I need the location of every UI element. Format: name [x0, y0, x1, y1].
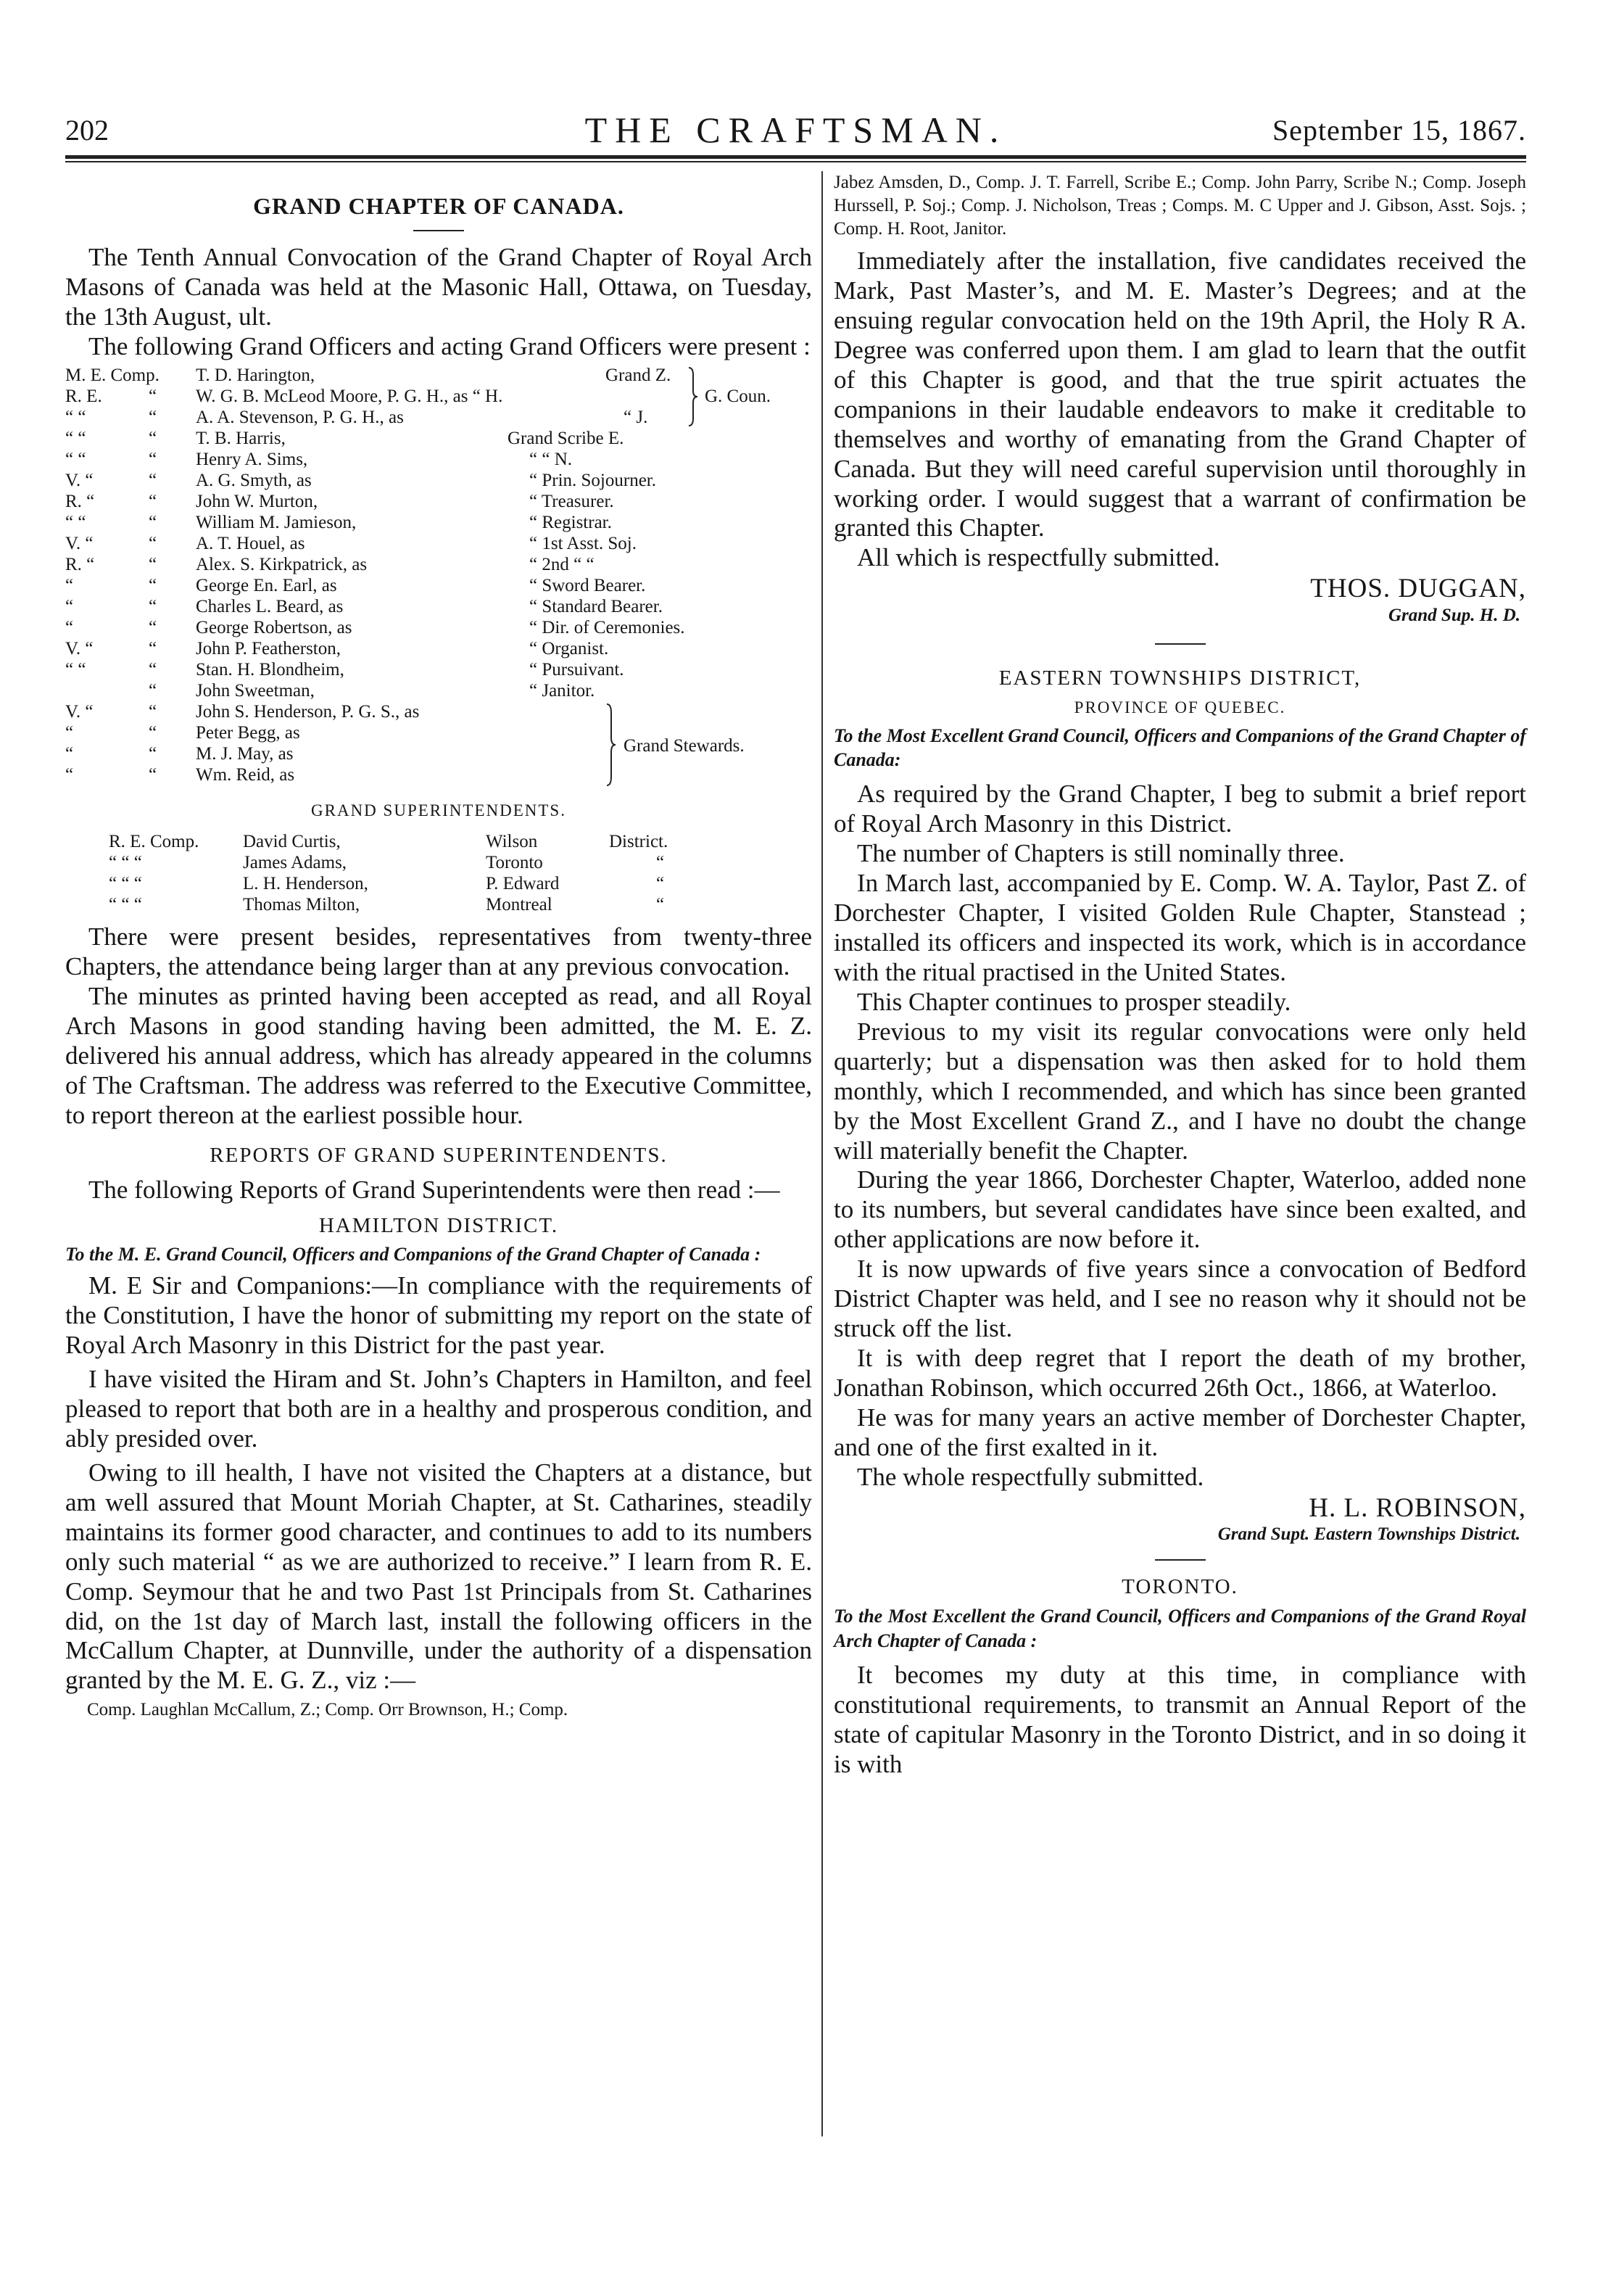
hamilton-heading: HAMILTON DISTRICT. — [318, 1213, 559, 1237]
right-paragraph-1: Immediately after the installation, five candidates received the Mark, Past Master’s, and M. E. Master’s Degrees; and at the ensuing regular convocation held on the 19th April, the Holy R A. Degree was conferred upon them. I am glad to learn that the outfit of this Chapter is good, and that the true spirit actuates the companions in their laudable endeavors to make it creditable to themselves and worthy of emanating from the Grand Chapter of Canada. But they will need careful supervision until thoroughly in working order. I would suggest that a warrant of confirmation be granted this Chapter. — [834, 247, 1526, 542]
header-rule-thick — [65, 155, 1526, 159]
hamilton-address: To the M. E. Grand Council, Officers and Companions of the Grand Chapter of Canada : — [65, 1244, 761, 1265]
right-paragraph-2: All which is respectfully submitted. — [857, 543, 1220, 572]
grand-stewards-label: Grand Stewards. — [624, 736, 745, 756]
attendance-paragraph: There were present besides, representatives from twenty-three Chapters, the attendance being larger than at any previous convocation. — [65, 922, 812, 981]
eastern-townships-heading: EASTERN TOWNSHIPS DISTRICT, — [998, 666, 1362, 690]
officer-row: “ “ “ Stan. H. Blondheim, “ Pursuivant. — [65, 660, 624, 680]
page-header — [65, 109, 1526, 152]
eastern-paragraph-6: During the year 1866, Dorchester Chapter, Waterloo, added none to its numbers, but several candidates have since been exalted, and other applications are now before it. — [834, 1165, 1526, 1254]
header-rule-thin — [65, 161, 1526, 162]
hamilton-paragraph-1: M. E Sir and Companions:—In compliance with the requirements of the Constitution, I have the honor of submitting my report on the state of Royal Arch Masonry in this District for the past year. — [65, 1271, 812, 1360]
toronto-heading: TORONTO. — [1122, 1575, 1238, 1599]
g-coun-brace — [687, 366, 699, 427]
hamilton-paragraph-3: Owing to ill health, I have not visited the Chapters at a distance, but am well assured that Mount Moriah Chapter, at St. Catharines, steadily maintains its former good character, and continues to add to its numbers only such material “ as we are authorized to receive.” I learn from R. E. Comp. Seymour that he and two Past 1st Principals from St. Catharines did, on the 1st day of March last, install the following officers in the McCallum Chapter, at Dunnville, under the authority of a dispensation granted by the M. E. G. Z., viz :— — [65, 1458, 812, 1695]
right-column — [834, 171, 1526, 1780]
eastern-paragraph-4: This Chapter continues to prosper steadily. — [857, 987, 1291, 1016]
officer-row: V. “ “ A. T. Houel, as “ 1st Asst. Soj. — [65, 534, 637, 554]
superintendent-row: “ “ “ Thomas Milton, Montreal “ — [109, 895, 665, 915]
section-dash — [1155, 643, 1206, 645]
heading-dash — [413, 230, 464, 231]
officer-row: “ “ Peter Begg, as — [65, 723, 300, 743]
officer-row: “ “ M. J. May, as — [65, 744, 294, 764]
officer-row: V. “ “ John P. Featherston, “ Organist. — [65, 639, 609, 659]
superintendent-row: “ “ “ James Adams, Toronto “ — [109, 853, 665, 873]
signature-duggan-title: Grand Sup. H. D. — [1388, 605, 1520, 625]
superintendent-row: “ “ “ L. H. Henderson, P. Edward “ — [109, 874, 665, 894]
g-coun-label: G. Coun. — [705, 387, 771, 407]
officer-row: “ “ “ A. A. Stevenson, P. G. H., as “ J. — [65, 408, 648, 428]
officer-row: R. E. “ W. G. B. McLeod Moore, P. G. H., as “ H. — [65, 387, 503, 407]
officer-row: R. “ “ Alex. S. Kirkpatrick, as “ 2nd “ “ — [65, 555, 595, 575]
eastern-paragraph-9: He was for many years an active member of Dorchester Chapter, and one of the first exalted in it. — [834, 1403, 1526, 1461]
officer-row: “ John Sweetman, “ Janitor. — [149, 681, 595, 701]
officer-row: “ “ George Robertson, as “ Dir. of Ceremonies. — [65, 618, 685, 638]
officer-row: “ “ “ Henry A. Sims, “ “ N. — [65, 450, 572, 470]
signature-robinson-title: Grand Supt. Eastern Townships District. — [1217, 1524, 1520, 1545]
publication-title: THE CRAFTSMAN. — [584, 110, 1007, 150]
reports-intro: The following Reports of Grand Superintendents were then read :— — [88, 1175, 780, 1204]
hamilton-officers-line: Comp. Laughlan McCallum, Z.; Comp. Orr Brownson, H.; Comp. — [87, 1700, 568, 1720]
minutes-paragraph: The minutes as printed having been accepted as read, and all Royal Arch Masons in good standing having been admitted, the M. E. Z. delivered his annual address, which has already appeared in the columns of The Craftsman. The address was referred to the Executive Committee, to report thereon at the earliest possible hour. — [65, 981, 812, 1129]
section-dash — [1155, 1559, 1206, 1561]
officer-row: V. “ “ John S. Henderson, P. G. S., as — [65, 702, 420, 722]
hamilton-paragraph-2: I have visited the Hiram and St. John’s Chapters in Hamilton, and feel pleased to report that both are in a healthy and prosperous condition, and ably presided over. — [65, 1365, 812, 1453]
eastern-address: To the Most Excellent Grand Council, Officers and Companions of the Grand Chapter of Canada: — [834, 724, 1526, 771]
toronto-paragraph-1: It becomes my duty at this time, in compliance with constitutional requirements, to transmit an Annual Report of the state of capitular Masonry in the Toronto District, and in so doing it is with — [834, 1660, 1526, 1778]
officer-row: “ “ “ William M. Jamieson, “ Registrar. — [65, 513, 612, 533]
column-divider — [821, 171, 823, 2136]
superintendent-row: R. E. Comp. David Curtis, Wilson District. — [109, 832, 668, 852]
intro-paragraph: The Tenth Annual Convocation of the Grand Chapter of Royal Arch Masons of Canada was held at the Masonic Hall, Ottawa, on Tuesday, the 13th August, ult. — [65, 243, 812, 331]
officer-row: V. “ “ A. G. Smyth, as “ Prin. Sojourner. — [65, 471, 656, 491]
reports-heading: REPORTS OF GRAND SUPERINTENDENTS. — [210, 1143, 668, 1167]
eastern-paragraph-8: It is with deep regret that I report the death of my brother, Jonathan Robinson, which occurred 26th Oct., 1866, at Waterloo. — [834, 1344, 1526, 1403]
article-heading: GRAND CHAPTER OF CANADA. — [253, 193, 624, 219]
superintendents-heading: GRAND SUPERINTENDENTS. — [311, 801, 566, 820]
eastern-paragraph-2: The number of Chapters is still nominally three. — [857, 839, 1345, 868]
superintendents-list — [65, 831, 812, 915]
issue-date: September 15, 1867. — [1272, 114, 1526, 146]
page-number: 202 — [65, 114, 109, 146]
grand-stewards-brace — [605, 703, 617, 787]
left-column — [65, 171, 812, 1722]
officers-intro: The following Grand Officers and acting Grand Officers were present : — [88, 332, 811, 361]
eastern-paragraph-1: As required by the Grand Chapter, I beg to submit a brief report of Royal Arch Masonry in this District. — [834, 780, 1526, 838]
eastern-paragraph-5: Previous to my visit its regular convocations were only held quarterly; but a dispensation was then asked for to hold them monthly, which I recommended, and which has since been granted by the Most Excellent Grand Z., and I have no doubt the change will materially benefit the Chapter. — [834, 1017, 1526, 1165]
officers-list — [65, 365, 812, 785]
eastern-paragraph-10: The whole respectfully submitted. — [857, 1462, 1204, 1491]
officer-row: “ “ George En. Earl, as “ Sword Bearer. — [65, 576, 646, 596]
eastern-townships-subheading: PROVINCE OF QUEBEC. — [1074, 698, 1286, 717]
officer-row: “ “ Wm. Reid, as — [65, 765, 295, 785]
officers-continuation: Jabez Amsden, D., Comp. J. T. Farrell, Scribe E.; Comp. John Parry, Scribe N.; Comp. Joseph Hurssell, P. Soj.; Comp. J. Nicholson, Treas ; Comps. M. C Upper and J. Gibson, Asst. Sojs. ; Comp. H. Root, Janitor. — [834, 173, 1526, 239]
signature-duggan: THOS. DUGGAN, — [1310, 574, 1526, 604]
officer-row: M. E. Comp. T. D. Harington, Grand Z. — [65, 366, 671, 386]
eastern-paragraph-7: It is now upwards of five years since a convocation of Bedford District Chapter was held, and I see no reason why it should not be struck off the list. — [834, 1255, 1526, 1343]
toronto-address: To the Most Excellent the Grand Council, Officers and Companions of the Grand Royal Arch Chapter of Canada : — [834, 1606, 1526, 1652]
eastern-paragraph-3: In March last, accompanied by E. Comp. W. A. Taylor, Past Z. of Dorchester Chapter, I visited Golden Rule Chapter, Stanstead ; installed its officers and inspected its work, which is in accordance with the ritual practised in the United States. — [834, 869, 1526, 986]
signature-robinson: H. L. ROBINSON, — [1309, 1492, 1526, 1523]
officer-row: R. “ “ John W. Murton, “ Treasurer. — [65, 492, 614, 512]
officer-row: “ “ Charles L. Beard, as “ Standard Bearer. — [65, 597, 663, 617]
officer-row: “ “ “ T. B. Harris, Grand Scribe E. — [65, 429, 624, 449]
